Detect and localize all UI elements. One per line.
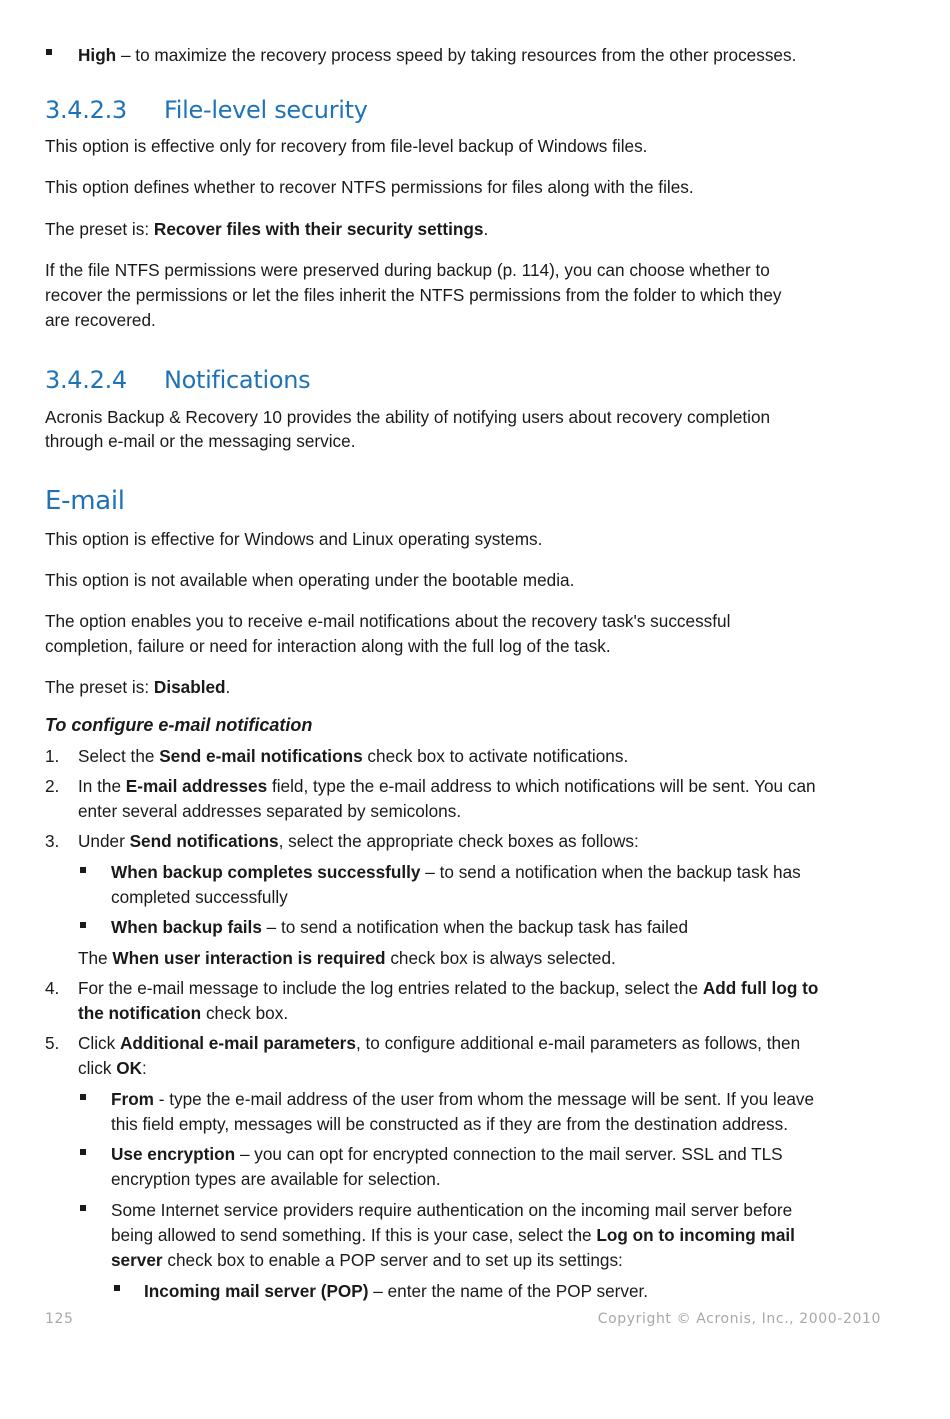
bullet-use-encryption-continued: encryption types are available for selection. bbox=[111, 1169, 441, 1189]
bullet-incoming-mail-server: Incoming mail server (POP) – enter the name of the POP server. bbox=[144, 1281, 649, 1301]
step-1: Select the Send e-mail notifications check box to activate notifications. bbox=[78, 746, 629, 766]
paragraph: completion, failure or need for interaction along with the full log of the task. bbox=[45, 636, 611, 656]
bullet-authentication-continued: being allowed to send something. If this is your case, select the Log on to incoming mail bbox=[111, 1225, 795, 1245]
bullet-use-encryption: Use encryption – you can opt for encrypted connection to the mail server. SSL and TLS bbox=[111, 1144, 783, 1164]
bullet-authentication: Some Internet service providers require authentication on the incoming mail server before bbox=[111, 1200, 793, 1220]
bullet-authentication-continued: server check box to enable a POP server and to set up its settings: bbox=[111, 1250, 623, 1270]
step-2-continued: enter several addresses separated by semicolons. bbox=[78, 801, 462, 821]
bullet-high: High – to maximize the recovery process speed by taking resources from the other processes. bbox=[78, 45, 797, 65]
paragraph: This option is not available when operating under the bootable media. bbox=[45, 570, 575, 590]
bullet-marker bbox=[80, 1149, 86, 1155]
bullet-from: From - type the e-mail address of the user from whom the message will be sent. If you leave bbox=[111, 1089, 815, 1109]
bullet-backup-completes-continued: completed successfully bbox=[111, 887, 288, 907]
paragraph: This option is effective for Windows and Linux operating systems. bbox=[45, 529, 543, 549]
bullet-marker bbox=[114, 1285, 120, 1291]
procedure-title: To configure e-mail notification bbox=[45, 715, 313, 735]
paragraph: The option enables you to receive e-mail notifications about the recovery task's successful bbox=[45, 611, 731, 631]
bullet-from-continued: this field empty, messages will be constructed as if they are from the destination address. bbox=[111, 1114, 789, 1134]
paragraph: If the file NTFS permissions were preserved during backup (p. 114), you can choose whether to bbox=[45, 260, 770, 280]
bullet-marker bbox=[80, 922, 86, 928]
bullet-marker bbox=[80, 867, 86, 873]
bullet-marker bbox=[80, 1094, 86, 1100]
paragraph: recover the permissions or let the files inherit the NTFS permissions from the folder to which they bbox=[45, 285, 782, 305]
section-heading-notifications: 3.4.2.4 Notifications bbox=[45, 366, 311, 394]
step-3-note: The When user interaction is required check box is always selected. bbox=[78, 948, 616, 968]
paragraph: through e-mail or the messaging service. bbox=[45, 431, 356, 451]
bullet-backup-completes: When backup completes successfully – to send a notification when the backup task has bbox=[111, 862, 801, 882]
step-number: 2. bbox=[45, 776, 60, 796]
preset-paragraph: The preset is: Recover files with their security settings. bbox=[45, 219, 489, 239]
bullet-marker bbox=[46, 49, 52, 55]
step-number: 3. bbox=[45, 831, 60, 851]
subheading-email: E-mail bbox=[45, 486, 125, 516]
paragraph: are recovered. bbox=[45, 310, 156, 330]
step-5: Click Additional e-mail parameters, to configure additional e-mail parameters as follows, then bbox=[78, 1033, 801, 1053]
paragraph: Acronis Backup & Recovery 10 provides the ability of notifying users about recovery completion bbox=[45, 407, 771, 427]
step-3: Under Send notifications, select the appropriate check boxes as follows: bbox=[78, 831, 639, 851]
paragraph: This option defines whether to recover NTFS permissions for files along with the files. bbox=[45, 177, 694, 197]
section-heading-file-level-security: 3.4.2.3 File-level security bbox=[45, 96, 368, 124]
step-4: For the e-mail message to include the log entries related to the backup, select the Add full log to bbox=[78, 978, 819, 998]
step-number: 1. bbox=[45, 746, 60, 766]
step-number: 5. bbox=[45, 1033, 60, 1053]
copyright: Copyright © Acronis, Inc., 2000-2010 bbox=[597, 1311, 881, 1327]
step-4-continued: the notification check box. bbox=[78, 1003, 289, 1023]
page-number: 125 bbox=[45, 1311, 74, 1327]
preset-paragraph: The preset is: Disabled. bbox=[45, 677, 231, 697]
step-2: In the E-mail addresses field, type the e-mail address to which notifications will be sent. You can bbox=[78, 776, 816, 796]
paragraph: This option is effective only for recovery from file-level backup of Windows files. bbox=[45, 136, 648, 156]
step-number: 4. bbox=[45, 978, 60, 998]
bullet-backup-fails: When backup fails – to send a notification when the backup task has failed bbox=[111, 917, 689, 937]
bullet-marker bbox=[80, 1205, 86, 1211]
step-5-continued: click OK: bbox=[78, 1058, 147, 1078]
